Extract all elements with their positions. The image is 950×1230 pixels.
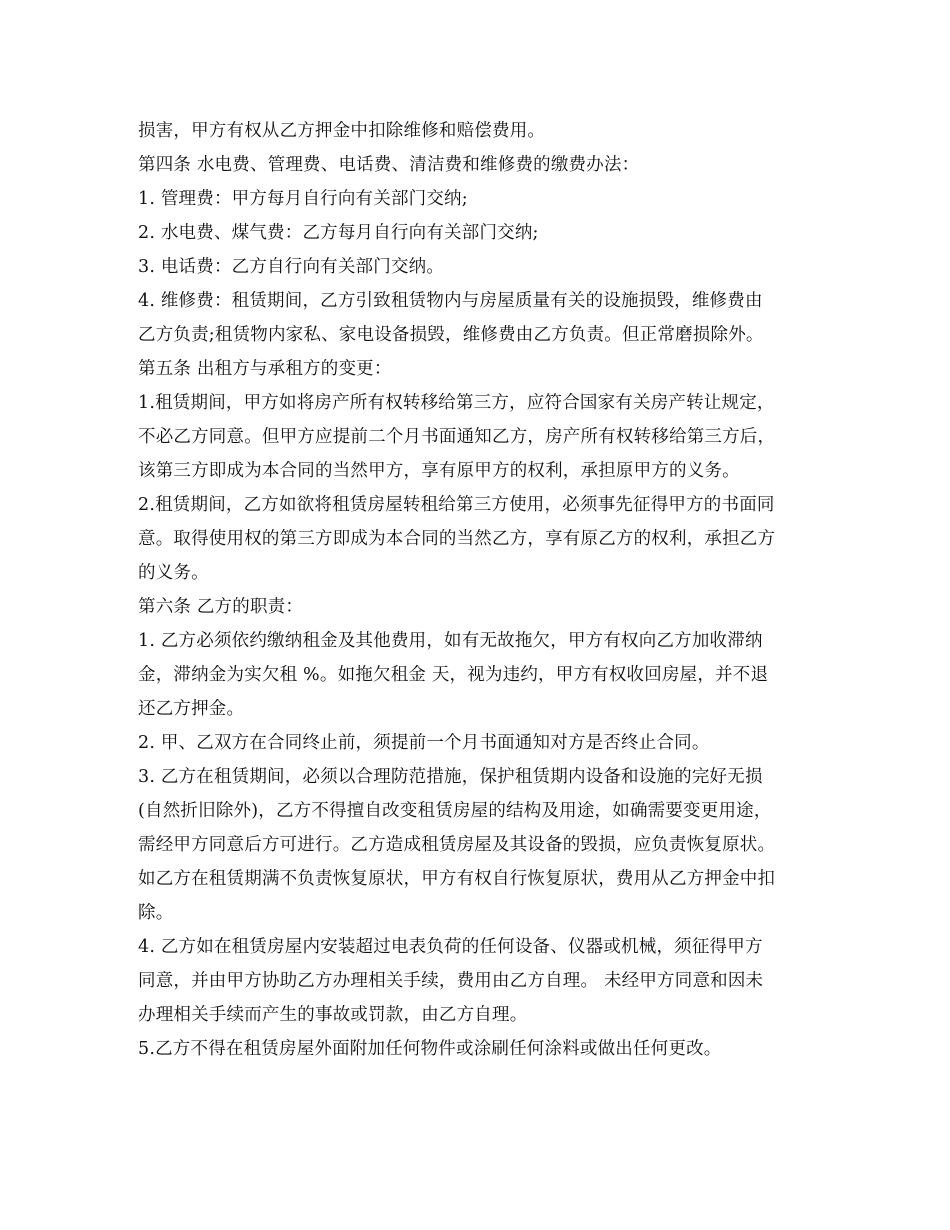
text-line: 办理相关手续而产生的事故或罚款，由乙方自理。 <box>138 1005 528 1025</box>
text-line: 不必乙方同意。但甲方应提前二个月书面通知乙方，房产所有权转移给第三方后， <box>138 427 776 447</box>
text-line: 乙方负责;租赁物内家私、家电设备损毁，维修费由乙方负责。但正常磨损除外。 <box>138 325 764 345</box>
text-line: 需经甲方同意后方可进行。乙方造成租赁房屋及其设备的毁损，应负责恢复原状。 <box>138 835 776 855</box>
contract-text <box>138 114 816 1066</box>
text-line: (自然折旧除外)，乙方不得擅自改变租赁房屋的结构及用途，如确需要变更用途， <box>138 801 772 821</box>
text-line: 5.乙方不得在租赁房屋外面附加任何物件或涂刷任何涂料或做出任何更改。 <box>138 1039 722 1059</box>
text-line: 损害，甲方有权从乙方押金中扣除维修和赔偿费用。 <box>138 121 546 141</box>
text-line: 如乙方在租赁期满不负责恢复原状，甲方有权自行恢复原状，费用从乙方押金中扣 <box>138 869 776 889</box>
text-line: 1. 管理费：甲方每月自行向有关部门交纳; <box>138 189 468 209</box>
text-line: 4. 乙方如在租赁房屋内安装超过电表负荷的任何设备、仪器或机械，须征得甲方 <box>138 937 763 957</box>
article-6-heading: 第六条 乙方的职责： <box>138 597 304 617</box>
article-4-heading: 第四条 水电费、管理费、电话费、清洁费和维修费的缴费办法： <box>138 155 640 175</box>
text-line: 同意，并由甲方协助乙方办理相关手续，费用由乙方自理。 未经甲方同意和因未 <box>138 971 764 991</box>
text-line: 3. 乙方在租赁期间，必须以合理防范措施，保护租赁期内设备和设施的完好无损 <box>138 767 763 787</box>
text-line: 意。取得使用权的第三方即成为本合同的当然乙方，享有原乙方的权利，承担乙方 <box>138 529 776 549</box>
article-5-heading: 第五条 出租方与承租方的变更： <box>138 359 392 379</box>
text-line: 该第三方即成为本合同的当然甲方，享有原甲方的权利，承担原甲方的义务。 <box>138 461 740 481</box>
text-line: 3. 电话费：乙方自行向有关部门交纳。 <box>138 257 445 277</box>
text-line: 还乙方押金。 <box>138 699 245 719</box>
text-line: 2. 甲、乙双方在合同终止前，须提前一个月书面通知对方是否终止合同。 <box>138 733 710 753</box>
text-line: 的义务。 <box>138 563 209 583</box>
text-line: 4. 维修费：租赁期间，乙方引致租赁物内与房屋质量有关的设施损毁，维修费由 <box>138 291 763 311</box>
text-line: 2. 水电费、煤气费：乙方每月自行向有关部门交纳; <box>138 223 539 243</box>
text-line: 1.租赁期间，甲方如将房产所有权转移给第三方，应符合国家有关房产转让规定， <box>138 393 775 413</box>
text-line: 金，滞纳金为实欠租 %。如拖欠租金 天，视为违约，甲方有权收回房屋，并不退 <box>138 665 769 685</box>
text-line: 2.租赁期间，乙方如欲将租赁房屋转租给第三方使用，必须事先征得甲方的书面同 <box>138 495 775 515</box>
text-line: 除。 <box>138 903 174 923</box>
text-line: 1. 乙方必须依约缴纳租金及其他费用，如有无故拖欠，甲方有权向乙方加收滞纳 <box>138 631 763 651</box>
